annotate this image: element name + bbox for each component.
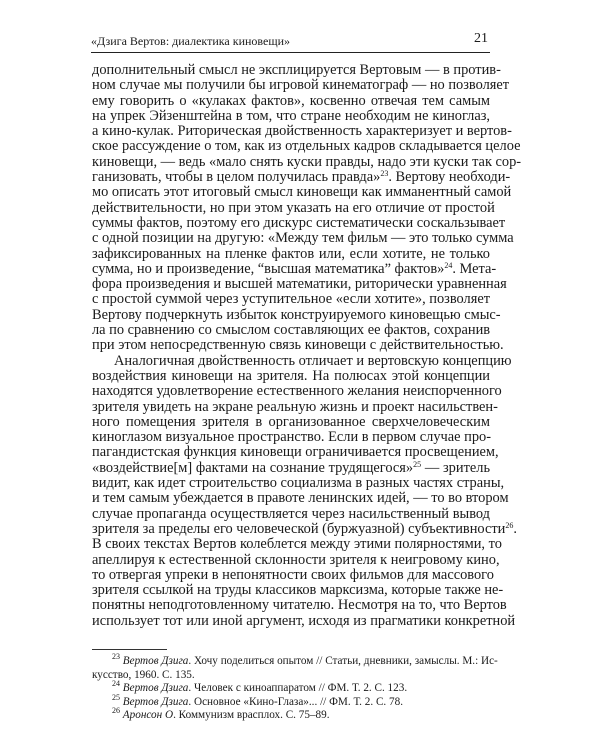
text-line [92, 123, 512, 140]
text-line [92, 138, 521, 155]
footnote-text: . Основное «Кино-Глаза»... // ФМ. Т. 2. С. 78. [188, 695, 404, 708]
body-text [92, 62, 522, 629]
text-line [92, 109, 490, 124]
text-line [92, 430, 490, 445]
text-line [92, 475, 505, 492]
text-line [92, 551, 500, 568]
line-text: . Вертову необходи- [388, 169, 511, 186]
footnote-number: 23 [112, 652, 120, 661]
footnote [92, 706, 490, 723]
text-line [92, 383, 502, 400]
line-text: фора произведения и высшей математики, риторически уравненная [92, 276, 507, 293]
footnote-number: 24 [112, 679, 120, 689]
line-text: а кино-кулак. Риторическая двойственность характеризует и вертов- [92, 123, 512, 140]
footnote [92, 652, 498, 669]
text-line [92, 507, 490, 522]
footnote-continuation: кусство, 1960. С. 135. [92, 668, 195, 681]
line-text: киновещи, — ведь «мало снять куски правды, надо эти куски так сор- [92, 153, 522, 170]
text-line [92, 597, 507, 614]
footnote-number: 26 [112, 706, 120, 716]
line-text: ему говорить о «кулаках фактов», косвенно отвечая тем самым [92, 92, 490, 109]
text-line [92, 77, 510, 94]
line-text: зрителя за пределы его человеческой (буржуазной) субъективности [92, 520, 506, 537]
running-title: «Дзига Вертов: диалектика киновещи» [91, 34, 290, 48]
line-text: ного помещения зрителя в организованное сверхчеловеческим [92, 413, 490, 430]
line-text: ское рассуждение о том, как из отдельных кадров складывается целое [92, 138, 521, 155]
text-line [92, 169, 511, 186]
footnote-author: Вертов Дзига [122, 655, 189, 667]
footnote-separator [92, 649, 167, 650]
text-line [92, 276, 507, 293]
line-text: действительности, но при этом указать на его отличие от простой [92, 199, 495, 216]
text-line [92, 398, 498, 415]
text-line [92, 490, 509, 507]
line-text: зрителя увидеть на экране реальную жизнь и проект насильствен- [92, 398, 498, 415]
line-text: киноглазом визуальное пространство. Если в первом случае про- [92, 429, 492, 446]
line-text: то отвергая упреки в непонятности своих фильмов для массового [92, 566, 494, 583]
footnote-author: Аронсон О [122, 709, 174, 722]
text-line [92, 352, 512, 369]
text-line [92, 62, 501, 78]
page-number: 21 [474, 31, 488, 46]
line-text: «воздействие[м] фактами на сознание трудящегося» [92, 459, 414, 476]
footnote-ref: 26 [505, 520, 514, 530]
footnote-ref: 23 [380, 169, 389, 179]
line-text: ном случае мы получили бы игровой кинематограф — но позволяет [92, 77, 510, 94]
line-text: Аналогичная двойственность отличает и вертовскую концепцию [114, 352, 512, 369]
line-text: . Мета- [452, 260, 497, 277]
text-line [92, 566, 494, 583]
text-line [92, 153, 522, 170]
footnote-ref: 24 [444, 260, 453, 270]
line-text: с одной позиции на другую: «Между тем фильм — это только сумма [92, 230, 514, 247]
line-text: находятся удовлетворение естественного желания неиспорченного [92, 383, 502, 400]
text-line [92, 247, 490, 262]
footnote [92, 692, 490, 710]
footnote [92, 679, 490, 696]
footnote-text: . Человек с киноаппаратом // ФМ. Т. 2. С. 123. [188, 682, 408, 695]
footnote-text: . Хочу поделиться опытом // Статьи, дневники, замыслы. М.: Ис- [188, 655, 498, 667]
text-line [92, 520, 517, 537]
line-text: апеллируя к естественной склонности зрителя к неигровому кино, [92, 551, 500, 568]
line-text: ла по сравнению со смыслом составляющих ее фактов, сохранив [92, 322, 491, 339]
line-text: зафиксированных на пленке фактов или, если хотите, не только [92, 245, 490, 262]
text-line [92, 369, 490, 384]
line-text: . [513, 520, 517, 537]
line-text: при этом непосредственную связь киновещи с действительностью. [92, 337, 504, 354]
footnote-ref: 25 [413, 459, 422, 469]
text-line [92, 461, 490, 476]
line-text: с простой суммой через уступительное «если хотите», позволяет [92, 291, 491, 308]
line-text: суммы фактов, поэтому его дискурс систематически соскальзывает [92, 214, 506, 231]
line-text: — зритель [421, 459, 491, 476]
footnote-author: Вертов Дзига [122, 695, 189, 708]
text-line [92, 94, 490, 109]
line-text: мо описать этот итоговый смысл киновещи как имманентный самой [92, 184, 512, 201]
line-text: использует тот или иной аргумент, исходя из прагматики конкретной [92, 612, 516, 629]
text-line [92, 214, 506, 231]
line-text: случае пропаганда осуществляется через насильственный вывод [92, 505, 490, 522]
text-line [92, 184, 512, 201]
text-line [92, 536, 502, 553]
line-text: на упрек Эйзенштейна в том, что стране необходим не киноглаз, [92, 107, 490, 124]
text-line [92, 230, 514, 247]
line-text: воздействия киновещи на зрителя. На полюсах этой концепции [92, 367, 490, 384]
footnote-text: . Коммунизм врасплох. С. 75–89. [173, 709, 330, 722]
footnote-author: Вертов Дзига [122, 682, 189, 695]
line-text: сумма, но и произведение, “высшая математика” фактов» [92, 260, 445, 277]
line-text: и тем самым убеждается в правоте ленинских идей, — то во втором [92, 490, 509, 507]
line-text: зрителя ссылкой на труды классиков марксизма, которые также не- [92, 582, 504, 599]
line-text: ганизовать, чтобы в целом получилась правда» [92, 169, 381, 186]
text-line [92, 444, 499, 461]
text-line [92, 323, 490, 338]
text-line [92, 199, 495, 216]
footnotes [92, 652, 498, 723]
line-text: дополнительный смысл не эксплицируется Вертовым — в против- [92, 62, 501, 78]
text-line [92, 415, 490, 430]
text-line [92, 582, 504, 599]
text-line [92, 260, 497, 277]
text-line [92, 337, 504, 354]
line-text: понятны неподготовленному читателю. Несмотря на то, что Вертов [92, 597, 507, 614]
footnote-number: 25 [112, 692, 120, 702]
text-line [92, 306, 501, 323]
running-header [91, 30, 490, 53]
line-text: В своих текстах Вертов колеблется между этими полярностями, то [92, 536, 502, 553]
text-line [92, 612, 516, 629]
line-text: Вертову подчеркнуть избыток конструируемого киновещью смыс- [92, 306, 501, 323]
line-text: пагандистская функция киновещи ограничивается просвещением, [92, 444, 499, 461]
text-line [92, 292, 490, 307]
line-text: видит, как идет строительство социализма в разных частях страны, [92, 475, 505, 492]
